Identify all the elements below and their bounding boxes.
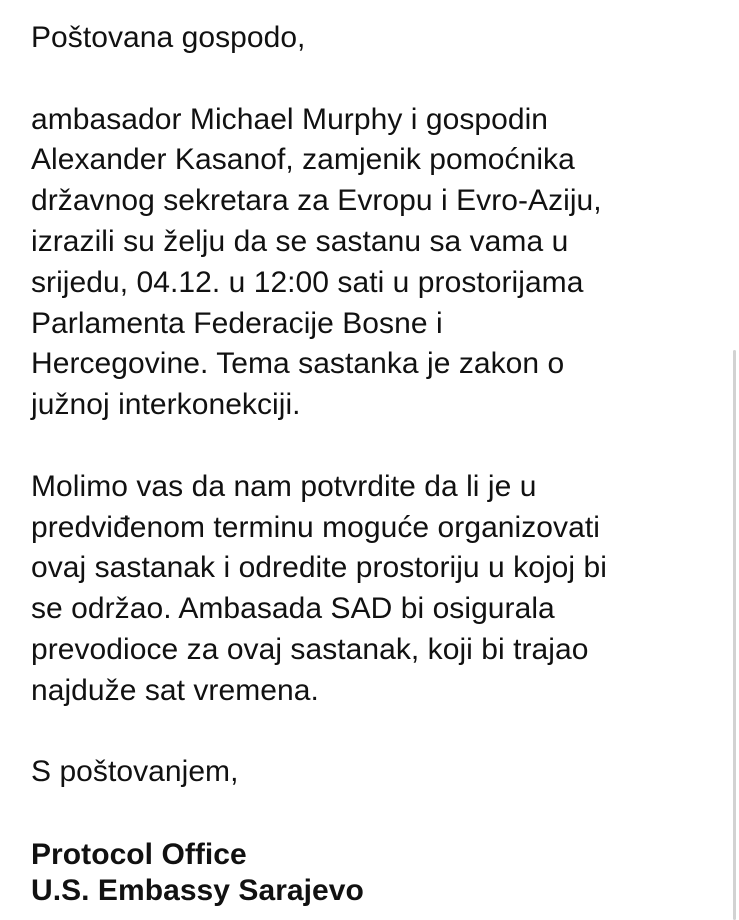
- signature-block: [31, 837, 721, 910]
- signature-office: Protocol Office: [31, 837, 247, 871]
- paragraph-confirmation-request: [31, 467, 721, 712]
- paragraph-line: Hercegovine. Tema sastanka je zakon o: [31, 347, 565, 381]
- paragraph-line: predviđenom terminu moguće organizovati: [31, 510, 600, 544]
- paragraph-gap: [31, 712, 721, 753]
- paragraph-line: ovaj sastanak i odredite prostoriju u kojoj bi: [31, 551, 607, 585]
- paragraph-line: najduže sat vremena.: [31, 673, 319, 707]
- signature-embassy: U.S. Embassy Sarajevo: [31, 874, 364, 908]
- paragraph-line: južnoj interkonekciji.: [31, 388, 301, 422]
- paragraph-gap: [31, 59, 721, 100]
- paragraph-line: državnog sekretara za Evropu i Evro-Aziju,: [31, 184, 602, 218]
- greeting: Poštovana gospodo,: [31, 21, 306, 54]
- paragraph-line: Molimo vas da nam potvrdite da li je u: [31, 469, 537, 503]
- paragraph-line: Parlamenta Federacije Bosne i: [31, 306, 443, 340]
- paragraph-gap: [31, 793, 721, 834]
- paragraph-line: Alexander Kasanof, zamjenik pomoćnika: [31, 143, 575, 177]
- closing: S poštovanjem,: [31, 755, 239, 789]
- paragraph-line: se održao. Ambasada SAD bi osigurala: [31, 592, 555, 626]
- paragraph-line: srijedu, 04.12. u 12:00 sati u prostorijama: [31, 265, 584, 299]
- paragraph-line: izrazili su želju da se sastanu sa vama u: [31, 224, 569, 258]
- scrollbar-thumb[interactable]: [733, 350, 736, 920]
- paragraph-line: prevodioce za ovaj sastanak, koji bi trajao: [31, 632, 589, 666]
- letter-body: [31, 18, 721, 910]
- vertical-scrollbar[interactable]: [733, 350, 737, 920]
- paragraph-meeting-request: [31, 100, 721, 426]
- paragraph-gap: [31, 426, 721, 467]
- paragraph-line: ambasador Michael Murphy i gospodin: [31, 102, 549, 136]
